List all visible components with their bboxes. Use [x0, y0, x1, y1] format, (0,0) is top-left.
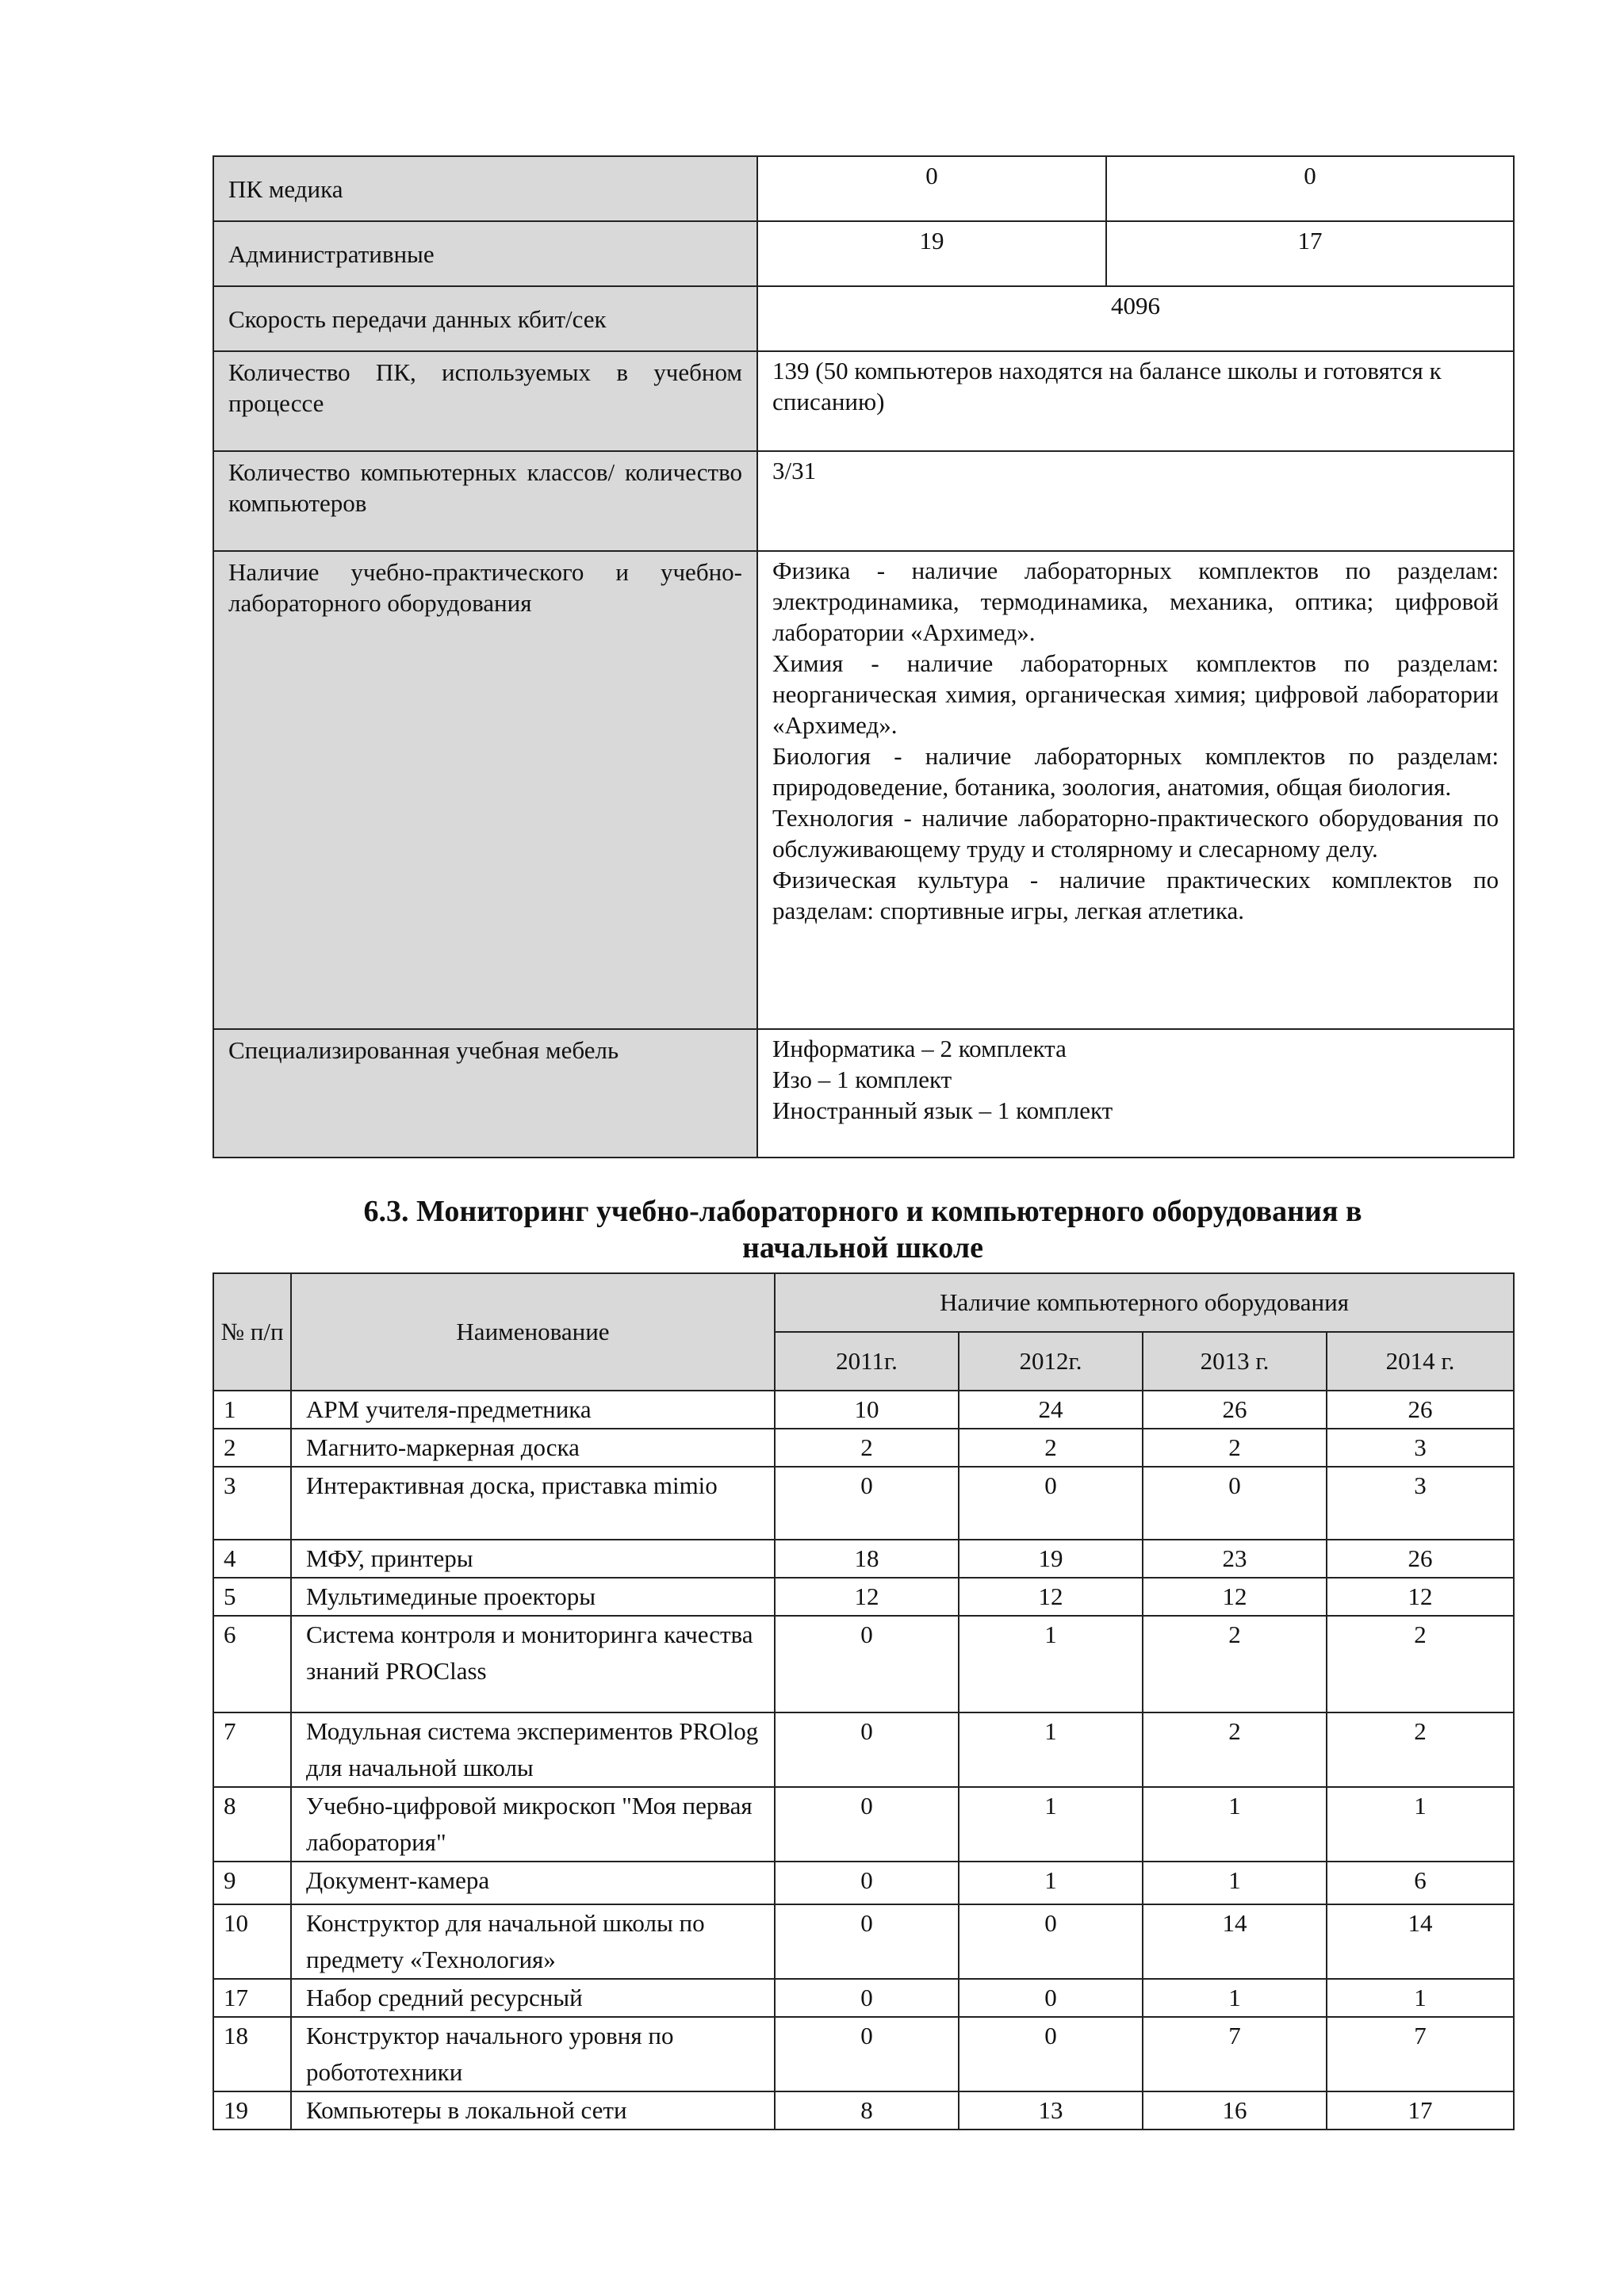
row-number: 17: [213, 1979, 291, 2017]
value-cell: [757, 551, 1514, 1029]
year-value: 1: [1143, 1787, 1327, 1862]
physics-equipment: Физика - наличие лабораторных комплектов по разделам: электродинамика, термодинамика, механика, оптика; цифровой лаборатории «Архимед».: [772, 557, 1499, 646]
year-value: 0: [775, 2017, 959, 2091]
row-label: Скорость передачи данных кбит/сек: [213, 286, 757, 351]
header-row: [213, 1273, 1514, 1332]
year-value: 0: [775, 1979, 959, 2017]
row-label: Специализированная учебная мебель: [213, 1029, 757, 1158]
year-value: 2: [1143, 1429, 1327, 1467]
section-title-line: 6.3. Мониторинг учебно-лабораторного и компьютерного оборудования в: [363, 1195, 1362, 1228]
row-number: 7: [213, 1712, 291, 1787]
section-title-line: начальной школе: [742, 1231, 983, 1265]
year-value: 1: [959, 1712, 1143, 1787]
table-row: [213, 286, 1514, 351]
year-value: 12: [959, 1578, 1143, 1616]
value-cell: [757, 1029, 1514, 1158]
table-row: [213, 1391, 1514, 1429]
table-row: [213, 1029, 1514, 1158]
year-value: 0: [959, 2017, 1143, 2091]
furniture-item: Иностранный язык – 1 комплект: [772, 1096, 1113, 1124]
year-value: 19: [959, 1540, 1143, 1578]
year-value: 7: [1327, 2017, 1514, 2091]
header-year: 2012г.: [959, 1332, 1143, 1391]
year-value: 0: [775, 1712, 959, 1787]
header-year: 2013 г.: [1143, 1332, 1327, 1391]
year-value: 14: [1327, 1904, 1514, 1979]
item-name: Учебно-цифровой микроскоп "Моя первая лаборатория": [291, 1787, 775, 1862]
year-value: 0: [775, 1904, 959, 1979]
furniture-item: Изо – 1 комплект: [772, 1066, 952, 1093]
row-number: 19: [213, 2091, 291, 2130]
year-value: 1: [1143, 1862, 1327, 1904]
year-value: 13: [959, 2091, 1143, 2130]
table-row: [213, 1467, 1514, 1540]
header-year: 2011г.: [775, 1332, 959, 1391]
year-value: 14: [1143, 1904, 1327, 1979]
year-value: 7: [1143, 2017, 1327, 2091]
year-value: 2: [1143, 1712, 1327, 1787]
year-value: 10: [775, 1391, 959, 1429]
furniture-item: Информатика – 2 комплекта: [772, 1035, 1067, 1062]
year-value: 23: [1143, 1540, 1327, 1578]
row-number: 2: [213, 1429, 291, 1467]
table-row: [213, 2017, 1514, 2091]
item-name: Документ-камера: [291, 1862, 775, 1904]
row-number: 8: [213, 1787, 291, 1862]
year-value: 6: [1327, 1862, 1514, 1904]
year-value: 2: [775, 1429, 959, 1467]
table-row: [213, 1904, 1514, 1979]
year-value: 0: [1143, 1467, 1327, 1540]
row-number: 1: [213, 1391, 291, 1429]
year-value: 0: [775, 1616, 959, 1712]
year-value: 18: [775, 1540, 959, 1578]
row-number: 3: [213, 1467, 291, 1540]
item-name: Интерактивная доска, приставка mimio: [291, 1467, 775, 1540]
table-row: [213, 156, 1514, 221]
table-row: [213, 351, 1514, 451]
monitoring-table: [213, 1272, 1515, 2130]
header-year: 2014 г.: [1327, 1332, 1514, 1391]
value-cell: 139 (50 компьютеров находятся на балансе школы и готовятся к списанию): [757, 351, 1514, 451]
equipment-summary-table: [213, 155, 1515, 1158]
year-value: 1: [959, 1862, 1143, 1904]
chemistry-equipment: Химия - наличие лабораторных комплектов по разделам: неорганическая химия, органическая химия; цифровой лаборатории «Архимед».: [772, 649, 1499, 739]
section-title: [213, 1193, 1513, 1266]
row-number: 10: [213, 1904, 291, 1979]
monitoring-table-body: [213, 1391, 1514, 2130]
header-num: № п/п: [213, 1273, 291, 1391]
year-value: 0: [959, 1467, 1143, 1540]
year-value: 26: [1327, 1540, 1514, 1578]
row-label: Административные: [213, 221, 757, 286]
year-value: 0: [959, 1979, 1143, 2017]
pe-equipment: Физическая культура - наличие практических комплектов по разделам: спортивные игры, легкая атлетика.: [772, 866, 1499, 924]
header-name: Наименование: [291, 1273, 775, 1391]
value-cell: 3/31: [757, 451, 1514, 551]
value-cell: 4096: [757, 286, 1514, 351]
value-cell: 0: [1106, 156, 1514, 221]
row-label: Количество ПК, используемых в учебном процессе: [213, 351, 757, 451]
year-value: 1: [1143, 1979, 1327, 2017]
table-row: [213, 2091, 1514, 2130]
year-value: 1: [959, 1616, 1143, 1712]
year-value: 2: [1143, 1616, 1327, 1712]
row-label: Количество компьютерных классов/ количество компьютеров: [213, 451, 757, 551]
table-row: [213, 1862, 1514, 1904]
year-value: 0: [959, 1904, 1143, 1979]
row-number: 5: [213, 1578, 291, 1616]
technology-equipment: Технология - наличие лабораторно-практического оборудования по обслуживающему труду и столярному и слесарному делу.: [772, 804, 1499, 863]
year-value: 17: [1327, 2091, 1514, 2130]
table-row: [213, 1787, 1514, 1862]
table-row: [213, 551, 1514, 1029]
year-value: 1: [959, 1787, 1143, 1862]
year-value: 0: [775, 1862, 959, 1904]
item-name: Модульная система экспериментов PROlog для начальной школы: [291, 1712, 775, 1787]
year-value: 0: [775, 1467, 959, 1540]
year-value: 8: [775, 2091, 959, 2130]
row-label: Наличие учебно-практического и учебно-лабораторного оборудования: [213, 551, 757, 1029]
item-name: Мультимединые проекторы: [291, 1578, 775, 1616]
row-number: 4: [213, 1540, 291, 1578]
item-name: АРМ учителя-предметника: [291, 1391, 775, 1429]
year-value: 3: [1327, 1467, 1514, 1540]
table-row: [213, 1616, 1514, 1712]
value-cell: 17: [1106, 221, 1514, 286]
year-value: 26: [1327, 1391, 1514, 1429]
year-value: 1: [1327, 1979, 1514, 2017]
item-name: Компьютеры в локальной сети: [291, 2091, 775, 2130]
item-name: Система контроля и мониторинга качества знаний PROClass: [291, 1616, 775, 1712]
table-row: [213, 1540, 1514, 1578]
year-value: 3: [1327, 1429, 1514, 1467]
row-number: 9: [213, 1862, 291, 1904]
table-row: [213, 1979, 1514, 2017]
year-value: 12: [1327, 1578, 1514, 1616]
item-name: Магнито-маркерная доска: [291, 1429, 775, 1467]
item-name: Набор средний ресурсный: [291, 1979, 775, 2017]
table-row: [213, 221, 1514, 286]
table-row: [213, 1578, 1514, 1616]
row-number: 18: [213, 2017, 291, 2091]
year-value: 2: [959, 1429, 1143, 1467]
year-value: 24: [959, 1391, 1143, 1429]
header-group: Наличие компьютерного оборудования: [775, 1273, 1514, 1332]
year-value: 16: [1143, 2091, 1327, 2130]
year-value: 1: [1327, 1787, 1514, 1862]
year-value: 2: [1327, 1616, 1514, 1712]
value-cell: 19: [757, 221, 1106, 286]
year-value: 0: [775, 1787, 959, 1862]
year-value: 26: [1143, 1391, 1327, 1429]
item-name: Конструктор для начальной школы по предмету «Технология»: [291, 1904, 775, 1979]
table-row: [213, 1429, 1514, 1467]
table-row: [213, 451, 1514, 551]
row-label: ПК медика: [213, 156, 757, 221]
table-row: [213, 1712, 1514, 1787]
item-name: МФУ, принтеры: [291, 1540, 775, 1578]
year-value: 12: [775, 1578, 959, 1616]
item-name: Конструктор начального уровня по робототехники: [291, 2017, 775, 2091]
value-cell: 0: [757, 156, 1106, 221]
year-value: 12: [1143, 1578, 1327, 1616]
row-number: 6: [213, 1616, 291, 1712]
biology-equipment: Биология - наличие лабораторных комплектов по разделам: природоведение, ботаника, зоология, анатомия, общая биология.: [772, 742, 1499, 801]
year-value: 2: [1327, 1712, 1514, 1787]
